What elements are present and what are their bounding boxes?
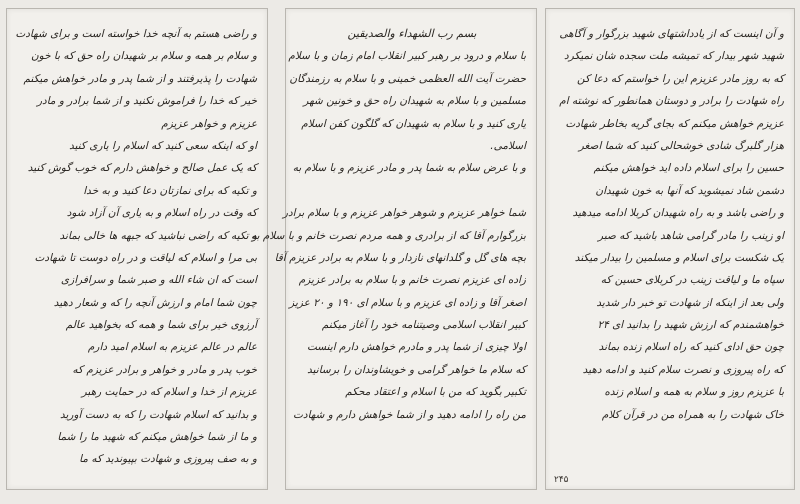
page-number: ۲۴۵	[554, 475, 569, 485]
text-line: خاک شهادت را به همراه من در قرآن کلام	[601, 408, 784, 421]
text-line: چون شما امام و ارزش آنچه را که و شعار دهید	[53, 296, 257, 309]
text-line: که وقت در راه اسلام و به یاری آن آزاد شود	[66, 207, 257, 220]
text-line: و آن اینست که از یادداشتهای شهید بزرگوار و آگاهی	[559, 28, 784, 40]
text-line: اصغر آقا و زاده ای عزیزم و با سلام ای ۱۹۰ و ۲۰ عزیز	[289, 296, 526, 309]
left-page-text	[15, 23, 257, 479]
text-line: و راضی هستم به آنچه خدا خواسته است و برای شهادت	[15, 28, 257, 40]
text-line: و تکیه که راضی نباشید که جبهه ها خالی بماند	[59, 229, 257, 242]
right-page-text	[558, 23, 784, 479]
middle-page	[251, 8, 537, 490]
text-line: عزیزم از خدا و اسلام که در حمایت رهبر	[81, 386, 257, 399]
text-line: که راه پیروزی و نصرت سلام کنید و ادامه دهید	[582, 363, 784, 376]
text-line: دشمن شاد نمیشوید که آنها به خون شهیدان	[595, 184, 784, 197]
text-line: ولی بعد از اینکه از شهادت تو خبر دار شدید	[596, 296, 784, 309]
text-line: شما خواهر عزیزم و شوهر خواهر عزیزم و با سلام برادر	[282, 207, 526, 220]
text-line: شهید شهر بیدار که تمیشه ملت سجده شان نمیکرد	[564, 50, 784, 63]
text-line: و ما از شما خواهش میکنم که شهید ما را شما	[57, 431, 257, 444]
text-line: خواهشمندم که ارزش شهید را بدانید ای ۲۴	[597, 319, 784, 332]
text-line: و با عرض سلام به شما پدر و مادر عزیزم و با سلام به	[292, 162, 526, 175]
text-line: حسین را برای اسلام داده اید خواهش میکنم	[593, 162, 784, 175]
text-line: زاده ای عزیزم نصرت خانم و با سلام به برادر عزیزم	[298, 274, 526, 287]
text-line: من راه را ادامه دهید و از شما خواهش دارم و شهادت	[293, 408, 526, 421]
text-line: عزیزم خواهش میکنم که بجای گریه بخاطر شهادت	[565, 117, 784, 130]
text-line: تکبیر بگوید که من با اسلام و اعتقاد محکم	[345, 386, 526, 399]
right-page	[545, 8, 795, 490]
text-line: سپاه ما و لیاقت زینب در کربلای حسین که	[600, 274, 784, 287]
text-line: خوب پدر و مادر و خواهر و برادر عزیزم که	[72, 363, 257, 376]
text-line: یاری کنید و با سلام به شهیدان که گلگون کفن اسلام	[301, 117, 526, 130]
text-line: که به روز مادر عزیزم این را خواستم که دعا کن	[577, 72, 784, 85]
text-line: هزار گلبرگ شادی خوشحالی کنید که شما اصغر	[578, 139, 784, 152]
text-line: و بدانید که اسلام شهادت را که به دست آورید	[59, 408, 257, 421]
text-line: بی مرا و اسلام که لیاقت و در راه دوست تا شهادت	[34, 251, 257, 264]
text-line: آرزوی خیر برای شما و همه که بخواهید عالم	[65, 319, 257, 332]
text-line: یک شکست برای اسلام و مسلمین را بیدار میکند	[574, 251, 784, 264]
text-line: با سلام و درود بر رهبر کبیر انقلاب امام زمان و با سلام	[288, 50, 526, 63]
text-line: شهادت را پذیرفتند و از شما پدر و مادر خواهش میکنم	[23, 72, 257, 85]
text-line: کبیر انقلاب اسلامی وصیتنامه خود را آغاز میکنم	[321, 319, 526, 332]
text-line: که سلام ما خواهر گرامی و خویشاوندان را برسانید	[307, 363, 526, 376]
text-line: بچه های گل و گلدانهای نازدار و با سلام به برادر عزیزم آقا	[274, 251, 526, 264]
text-line: اسلامی.	[490, 139, 526, 152]
left-page	[6, 8, 268, 490]
text-line: چون حق ادای کنید که راه اسلام زنده بماند	[598, 341, 784, 354]
text-line: که یک عمل صالح و خواهش دارم که خوب گوش کنید	[27, 162, 257, 175]
text-line: مسلمین و با سلام به شهیدان راه حق و خونین شهر	[303, 95, 526, 108]
text-line: با عزیزم روز و سلام به همه و اسلام زنده	[604, 386, 784, 399]
text-line: و سلام بر همه و سلام بر شهیدان راه حق که با خون	[30, 50, 257, 63]
text-line: و تکیه که برای نمازتان دعا کنید و به خدا	[83, 184, 257, 197]
middle-page-text	[251, 23, 526, 479]
blank-line	[298, 180, 526, 202]
page-heading: بسم رب الشهداء والصدیقین	[347, 27, 477, 40]
text-line: اولا چیزی از شما پدر و مادرم خواهش دارم اینست	[307, 341, 526, 354]
text-line: او زینب را مادر گرامی شاهد باشید که صبر	[598, 229, 784, 242]
text-line: عالم در عالم عزیزم به اسلام امید دارم	[87, 341, 257, 354]
text-line: و راضی باشد و به راه شهیدان کربلا ادامه میدهید	[572, 207, 784, 220]
text-line: راه شهادت را برادر و دوستان همانطور که نوشته ام	[559, 95, 784, 108]
text-line: است که ان شاء الله و صبر شما و سرافرازی	[60, 274, 257, 287]
text-line: او که اینکه سعی کنید که اسلام را یاری کنید	[69, 139, 257, 152]
text-line: عزیزم و خواهر عزیزم	[161, 117, 257, 130]
text-line: بزرگوارم آقا که از برادری و همه مردم نصرت خانم و با سلام به	[251, 229, 526, 242]
text-line: حضرت آیت الله العظمی خمینی و با سلام به رزمندگان	[289, 72, 526, 85]
text-line: و به صف پیروزی و شهادت بپیوندید که ما	[79, 453, 257, 466]
text-line: خیر که خدا را فراموش نکنید و از شما برادر و مادر	[36, 95, 257, 108]
